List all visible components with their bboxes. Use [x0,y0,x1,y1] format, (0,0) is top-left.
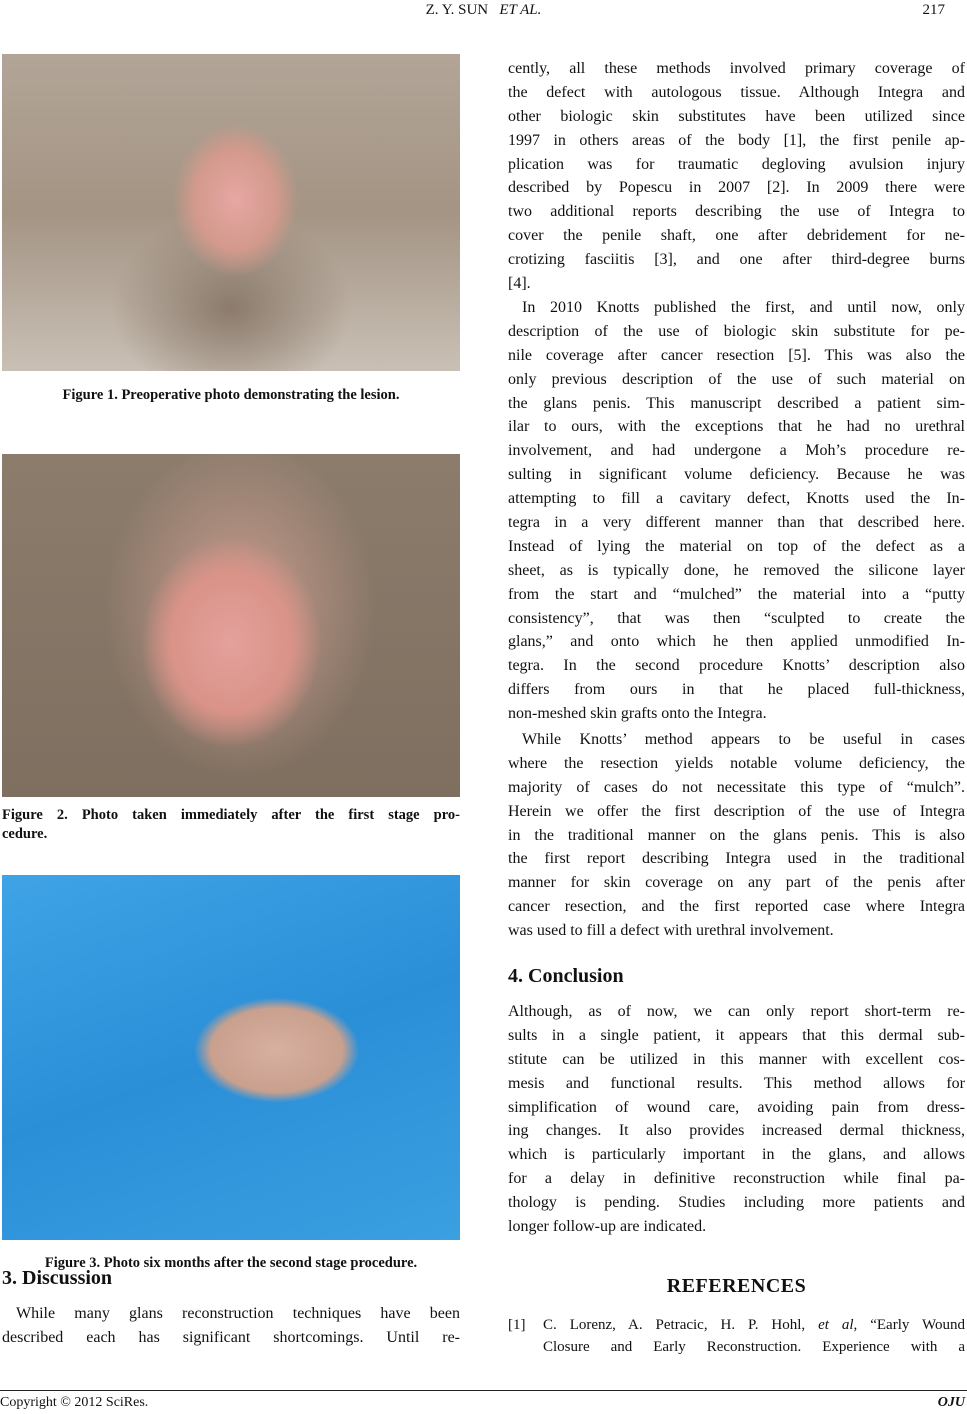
text-line: cently, all these methods involved primary coverage of [508,60,965,77]
reference-item [508,1314,965,1358]
text-line: glans,” and onto which he then applied unmodified In- [508,633,965,651]
page-number: 217 [922,2,945,18]
text-line: thology is pending. Studies including more patients and [508,1194,965,1212]
figure-1-photo [2,54,460,371]
figure-2-photo [2,454,460,797]
text-line: description of the use of biologic skin substitute for pe- [508,322,965,340]
text-line: [4]. [508,275,531,293]
paragraph-1 [508,57,965,296]
text-line: described by Popescu in 2007 [2]. In 2009 there were [508,179,965,197]
text-line: plication was for traumatic degloving avulsion injury [508,155,965,173]
text-line: While Knotts’ method appears to be useful in cases [522,731,965,748]
text-line: was used to fill a defect with urethral involvement. [508,922,834,940]
text-line: While many glans reconstruction techniques have been [16,1305,460,1322]
references-heading: REFERENCES [666,1275,807,1297]
text-line: In 2010 Knotts published the first, and until now, only [522,299,965,316]
figure-2-caption [2,806,460,844]
text-line: other biologic skin substitutes have been utilized since [508,107,965,125]
caption-line: cedure. [2,826,48,842]
text-line: in the traditional manner on the glans penis. This is also [508,826,965,844]
paragraph-2 [508,296,965,726]
footer-divider [0,1390,967,1391]
reference-etal: et al [818,1317,854,1333]
text-line: attempting to fill a cavitary defect, Knotts used the In- [508,490,965,508]
text-line: sults in a single patient, it appears that this dermal sub- [508,1026,965,1044]
text-line: Although, as of now, we can only report short-term re- [508,1003,965,1020]
paragraph-3 [508,728,965,943]
text-line: described each has significant shortcomings. Until re- [2,1328,460,1346]
text-line: nile coverage after cancer resection [5]. This was also the [508,346,965,364]
text-line: ing changes. It also provides increased dermal thickness, [508,1122,965,1140]
text-line: the first report describing Integra used in the traditional [508,850,965,868]
text-line: majority of cases do not necessitate this type of “mulch”. [508,778,965,796]
text-line: stitute can be utilized in this manner with excellent cos- [508,1050,965,1068]
text-line: ilar to ours, with the exceptions that he had no urethral [508,418,965,436]
caption-line: Figure 1. Preoperative photo demonstrating the lesion. [62,387,400,403]
text-line: consistency”, that was then “sculpted to create the [508,609,965,627]
text-line: tegra. In the second procedure Knotts’ description also [508,657,965,675]
text-line: sheet, as is typically done, he removed the silicone layer [508,561,965,579]
reference-text: Closure and Early Reconstruction. Experience with a [543,1339,965,1355]
reference-text: , “Early Wound [853,1317,965,1333]
text-line: Herein we offer the first description of the use of Integra [508,802,965,820]
conclusion-heading: 4. Conclusion [508,965,624,987]
text-line: which is particularly important in the glans, and allows [508,1146,965,1164]
text-line: two additional reports describing the use of Integra to [508,203,965,221]
text-line: simplification of wound care, avoiding pain from dress- [508,1098,965,1116]
text-line: involvement, and had undergone a Moh’s procedure re- [508,442,965,460]
text-line: cancer resection, and the first reported case where Integra [508,898,965,916]
text-line: Instead of lying the material on top of the defect as a [508,537,965,555]
text-line: for a delay in definitive reconstruction while final pa- [508,1170,965,1188]
text-line: where the resection yields notable volume deficiency, the [508,754,965,772]
text-line: only previous description of the use of such material on [508,370,965,388]
running-header [0,2,967,19]
text-line: cover the penile shaft, one after debridement for ne- [508,227,965,245]
text-line: the defect with autologous tissue. Although Integra and [508,83,965,101]
text-line: crotizing fasciitis [3], and one after third-degree burns [508,251,965,269]
text-line: sulting in significant volume deficiency. Because he was [508,466,965,484]
text-line: manner for skin coverage on any part of the penis after [508,874,965,892]
conclusion-paragraph [508,1000,965,1239]
footer-journal: OJU [937,1395,965,1410]
figure-1-caption [0,386,462,405]
discussion-heading: 3. Discussion [2,1267,113,1289]
figure-3-photo [2,875,460,1240]
reference-number: [1] [508,1317,526,1333]
reference-text: C. Lorenz, A. Petracic, H. P. Hohl, [543,1317,819,1333]
text-line: the glans penis. This manuscript described a patient sim- [508,394,965,412]
caption-line: Figure 2. Photo taken immediately after the first stage pro- [2,807,460,823]
header-etal: ET AL. [499,2,542,18]
caption-line: Figure 3. Photo six months after the second stage procedure. [44,1255,418,1271]
header-author: Z. Y. SUN [425,2,489,18]
text-line: mesis and functional results. This method allows for [508,1074,965,1092]
text-line: tegra in a very different manner than that described here. [508,514,965,532]
discussion-paragraph [2,1302,460,1350]
text-line: 1997 in others areas of the body [1], the first penile ap- [508,131,965,149]
text-line: non-meshed skin grafts onto the Integra. [508,705,767,723]
footer-copyright: Copyright © 2012 SciRes. [0,1395,149,1410]
text-line: longer follow-up are indicated. [508,1218,707,1236]
text-line: from the start and “mulched” the material into a “putty [508,585,965,603]
text-line: differs from ours in that he placed full-thickness, [508,681,965,699]
